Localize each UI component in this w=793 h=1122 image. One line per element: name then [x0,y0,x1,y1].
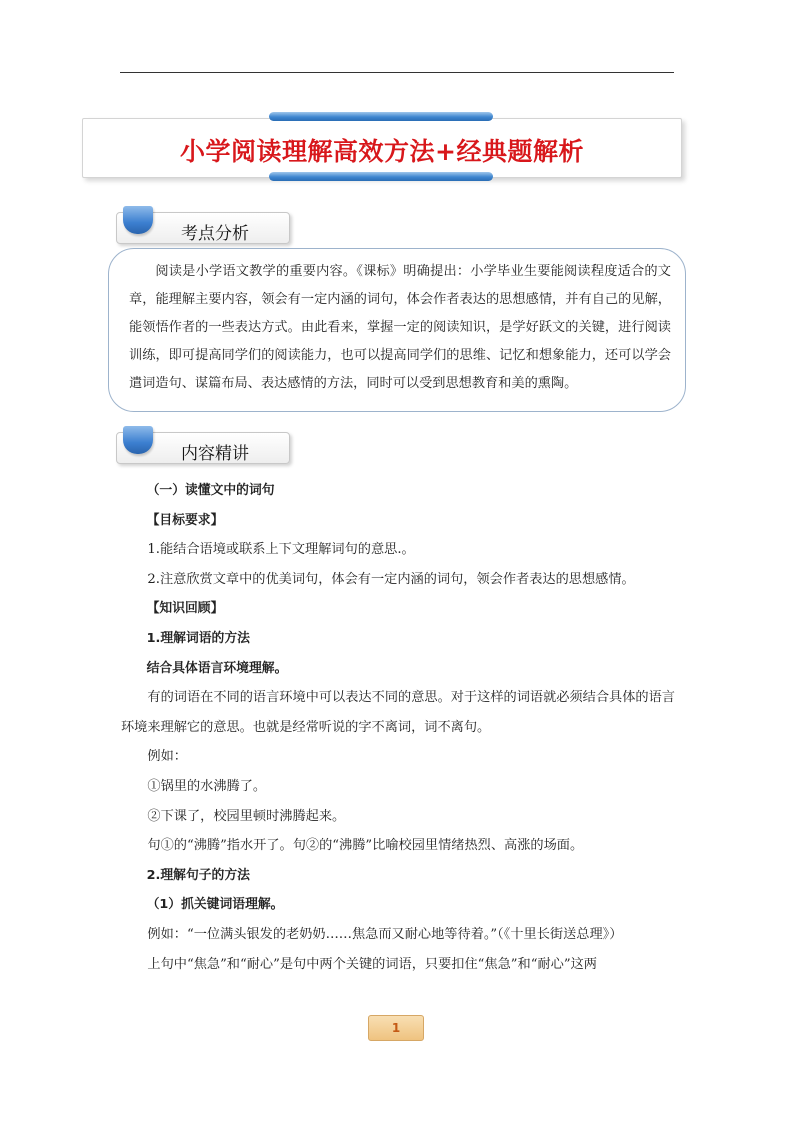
banner-top-bar [269,112,493,121]
banner-bottom-bar [269,172,493,181]
content-heading: 1.理解词语的方法 [146,630,250,646]
content-heading: 【知识回顾】 [146,601,224,617]
tab-marker-icon [123,206,153,234]
content-heading: 【目标要求】 [146,512,224,528]
content-paragraph: 句①的“沸腾”指水开了。句②的“沸腾”比喻校园里情绪热烈、高涨的场面。 [147,838,584,854]
analysis-box [108,248,686,412]
content-paragraph: 1.能结合语境或联系上下文理解词句的意思.。 [147,542,415,558]
content-paragraph: 上句中“焦急”和“耐心”是句中两个关键的词语，只要扣住“焦急”和“耐心”这两 [147,956,597,972]
content-paragraph: 2.注意欣赏文章中的优美词句，体会有一定内涵的词句，领会作者表达的思想感情。 [147,571,635,587]
section-heading-label: 内容精讲 [181,444,249,464]
content-body [121,476,675,979]
content-heading: 2.理解句子的方法 [146,867,250,883]
content-paragraph: ①锅里的水沸腾了。 [147,778,267,794]
content-heading: （1）抓关键词语理解。 [146,897,284,913]
section-heading-label: 考点分析 [181,224,249,244]
content-paragraph: 有的词语在不同的语言环境中可以表达不同的意思。对于这样的词语就必须结合具体的语言环境来理解它的意思。也就是经常听说的字不离词，词不离句。 [121,690,675,735]
content-heading: 结合具体语言环境理解。 [146,660,288,676]
content-heading: （一）读懂文中的词句 [146,483,275,498]
document-title: 小学阅读理解高效方法+经典题解析 [180,137,584,166]
content-paragraph: 例如：“一位满头银发的老奶奶……焦急而又耐心地等待着。”（《十里长街送总理》） [147,926,623,942]
section-heading-content [116,432,290,464]
title-banner [82,118,682,178]
header-rule [120,72,674,73]
content-paragraph: ②下课了，校园里顿时沸腾起来。 [147,808,346,824]
page-number: 1 [368,1015,424,1041]
section-heading-analysis [116,212,290,244]
tab-marker-icon [123,426,153,454]
analysis-paragraph: 阅读是小学语文教学的重要内容。《课标》明确提出：小学毕业生要能阅读程度适合的文章，能理解主要内容，领会有一定内涵的词句，体会作者表达的思想感情，并有自己的见解，能领悟作者的一些表达方式。由此看来，掌握一定的阅读知识，是学好跃文的关键，进行阅读训练，即可提高同学们的阅读能力，也可以提高同学们的思维、记忆和想象能力，还可以学会遣词造句、谋篇布局、表达感情的方法，同时可以受到思想教育和美的熏陶。 [129,264,671,391]
content-paragraph: 例如： [147,749,187,765]
